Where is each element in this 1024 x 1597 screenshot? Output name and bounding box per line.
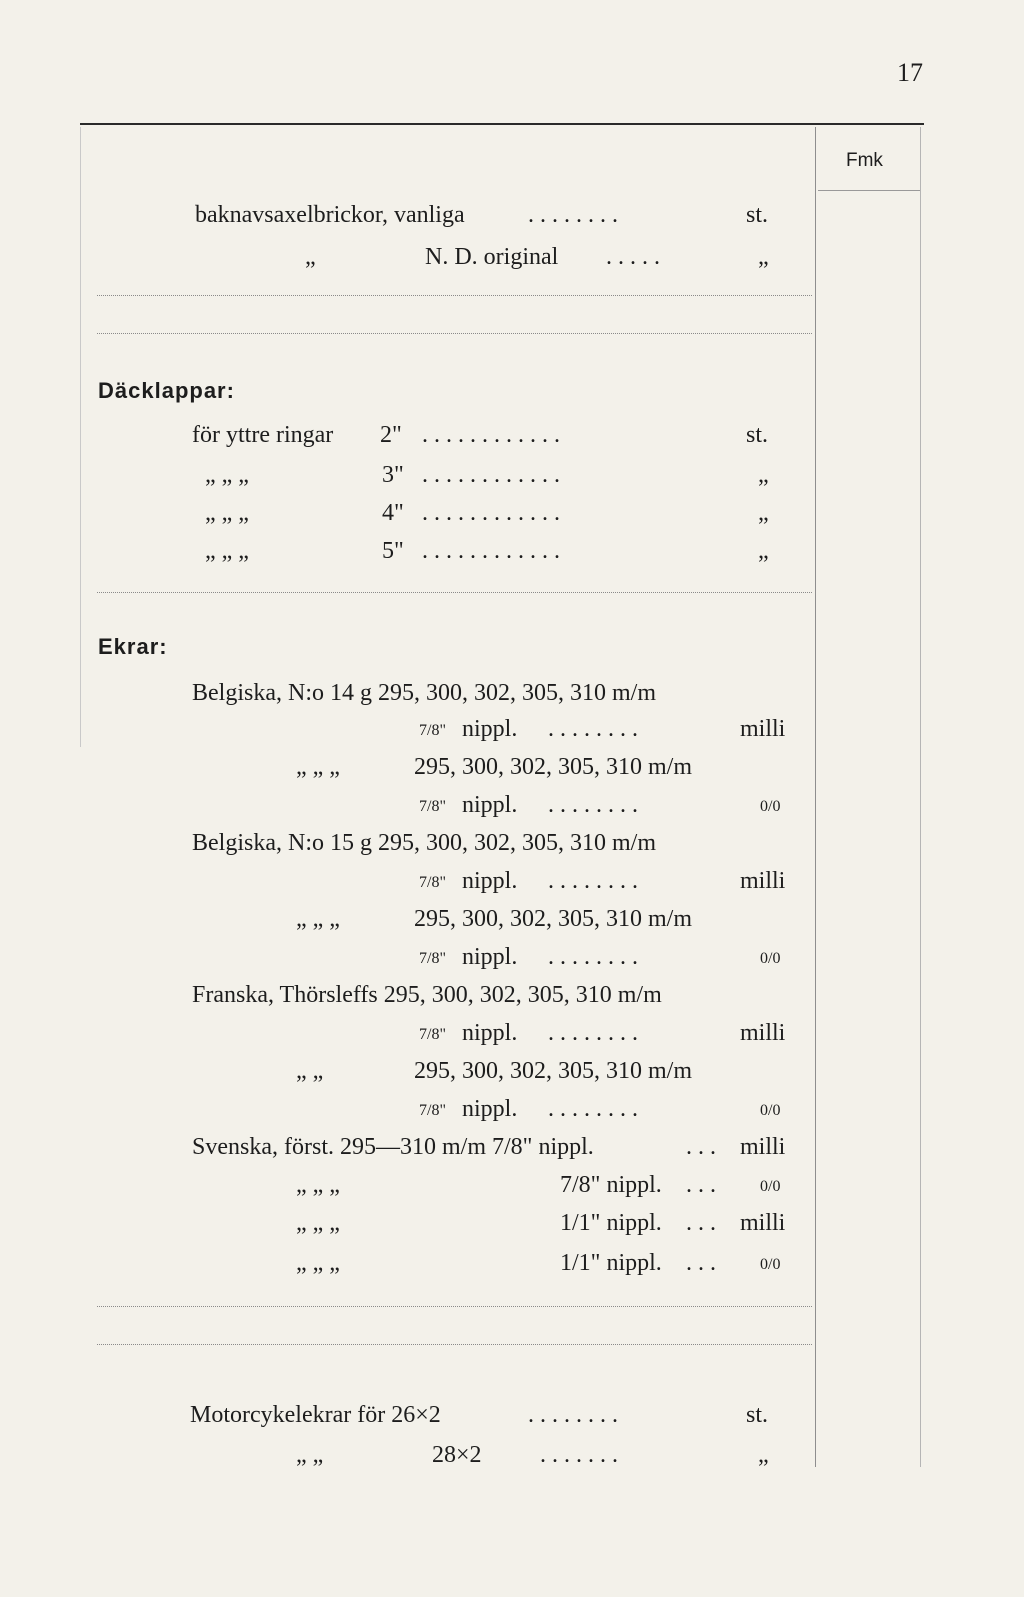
left-margin-rule: [80, 127, 81, 747]
leader-dots: ............: [422, 462, 566, 488]
item-label: 28×2: [432, 1442, 482, 1468]
leader-dots: ........: [528, 1402, 624, 1428]
unit-label: st.: [746, 422, 769, 448]
nippl-label: nippl.: [462, 716, 518, 742]
leader-dots: ........: [548, 792, 644, 818]
unit-label: „: [758, 538, 769, 564]
ekrar-line: 1/1" nippl.: [560, 1210, 662, 1236]
unit-label: 0/0: [760, 950, 781, 967]
unit-label: st.: [746, 1402, 769, 1428]
unit-label: 0/0: [760, 1178, 781, 1195]
nippl-label: nippl.: [462, 792, 518, 818]
nippl-label: nippl.: [462, 868, 518, 894]
dotted-rule: [97, 1344, 812, 1345]
ditto-mark: „: [305, 244, 316, 270]
ditto-mark: „ „ „: [205, 538, 249, 564]
fraction: 7/8": [419, 722, 446, 739]
nippl-label: nippl.: [462, 1020, 518, 1046]
ditto-mark: „ „: [296, 1442, 324, 1468]
leader-dots: ............: [422, 500, 566, 526]
unit-label: „: [758, 500, 769, 526]
unit-label: st.: [746, 202, 769, 228]
unit-label: „: [758, 462, 769, 488]
section-heading-ekrar: Ekrar:: [98, 634, 168, 659]
ditto-mark: „ „ „: [296, 754, 340, 780]
fraction: 7/8": [419, 874, 446, 891]
ditto-mark: för yttre ringar: [192, 422, 334, 448]
ditto-mark: „ „ „: [296, 1172, 340, 1198]
section-heading-decklappar: Däcklappar:: [98, 378, 235, 403]
fraction: 7/8": [419, 798, 446, 815]
leader-dots: .....: [606, 244, 666, 270]
item-label: baknavsaxelbrickor, vanliga: [195, 202, 465, 228]
dotted-rule: [97, 333, 812, 334]
unit-label: milli: [740, 1210, 786, 1236]
size-label: 5": [382, 538, 404, 564]
right-column-rule: [920, 127, 921, 1467]
leader-dots: ...: [686, 1250, 722, 1276]
item-label: N. D. original: [425, 244, 559, 270]
leader-dots: ............: [422, 422, 566, 448]
page-number: 17: [897, 58, 923, 87]
leader-dots: .......: [540, 1442, 624, 1468]
fraction: 7/8": [419, 1026, 446, 1043]
unit-label: milli: [740, 716, 786, 742]
unit-label: milli: [740, 1020, 786, 1046]
unit-label: „: [758, 1442, 769, 1468]
unit-label: milli: [740, 868, 786, 894]
ekrar-line: Svenska, först. 295—310 m/m 7/8" nippl.: [192, 1134, 594, 1160]
ditto-mark: „ „: [296, 1058, 324, 1084]
leader-dots: ........: [548, 1020, 644, 1046]
leader-dots: ...: [686, 1210, 722, 1236]
ditto-mark: „ „ „: [205, 462, 249, 488]
leader-dots: ........: [528, 202, 624, 228]
price-column-rule: [815, 127, 816, 1467]
leader-dots: ........: [548, 944, 644, 970]
ekrar-line: Belgiska, N:o 14 g 295, 300, 302, 305, 310 m/m: [192, 680, 656, 706]
ekrar-line: 295, 300, 302, 305, 310 m/m: [414, 754, 693, 780]
dotted-rule: [97, 295, 812, 296]
ditto-mark: „ „ „: [205, 500, 249, 526]
row-baknavsaxelbrickor: [195, 202, 465, 229]
leader-dots: ........: [548, 1096, 644, 1122]
size-label: 3": [382, 462, 404, 488]
unit-label: milli: [740, 1134, 786, 1160]
ekrar-line: Belgiska, N:o 15 g 295, 300, 302, 305, 310 m/m: [192, 830, 656, 856]
leader-dots: ...: [686, 1134, 722, 1160]
unit-label: „: [758, 244, 769, 270]
ditto-mark: „ „ „: [296, 906, 340, 932]
nippl-label: nippl.: [462, 1096, 518, 1122]
leader-dots: ........: [548, 716, 644, 742]
fraction: 7/8": [419, 950, 446, 967]
nippl-label: nippl.: [462, 944, 518, 970]
size-label: 4": [382, 500, 404, 526]
fraction: 7/8": [419, 1102, 446, 1119]
item-label: Motorcykelekrar för 26×2: [190, 1402, 441, 1428]
leader-dots: ...: [686, 1172, 722, 1198]
unit-label: 0/0: [760, 798, 781, 815]
ekrar-line: 7/8" nippl.: [560, 1172, 662, 1198]
ekrar-line: 295, 300, 302, 305, 310 m/m: [414, 1058, 693, 1084]
header-rule: [818, 190, 920, 191]
size-label: 2": [380, 422, 402, 448]
price-column-header: Fmk: [846, 150, 883, 171]
top-rule: [80, 123, 924, 125]
dotted-rule: [97, 592, 812, 593]
leader-dots: ........: [548, 868, 644, 894]
ekrar-line: Franska, Thörsleffs 295, 300, 302, 305, 310 m/m: [192, 982, 662, 1008]
unit-label: 0/0: [760, 1256, 781, 1273]
leader-dots: ............: [422, 538, 566, 564]
dotted-rule: [97, 1306, 812, 1307]
ekrar-line: 295, 300, 302, 305, 310 m/m: [414, 906, 693, 932]
ditto-mark: „ „ „: [296, 1250, 340, 1276]
unit-label: 0/0: [760, 1102, 781, 1119]
ditto-mark: „ „ „: [296, 1210, 340, 1236]
ekrar-line: 1/1" nippl.: [560, 1250, 662, 1276]
